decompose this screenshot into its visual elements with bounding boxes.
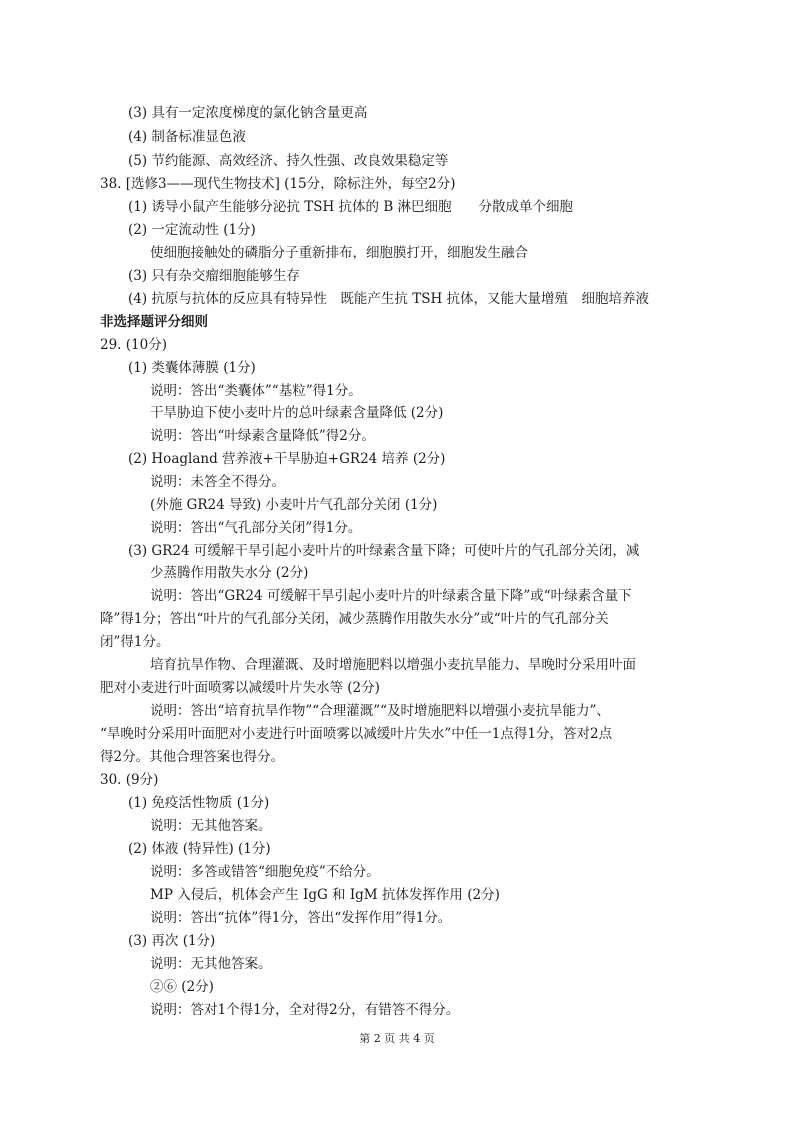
text-line: 说明：答对1个得1分，全对得2分，有错答不得分。 <box>150 1002 460 1018</box>
text-line: 肥对小麦进行叶面喷雾以减缓叶片失水等 (2分) <box>100 680 380 696</box>
text-line: 少蒸腾作用散失水分 (2分) <box>150 565 309 581</box>
text-line: 干旱胁迫下使小麦叶片的总叶绿素含量降低 (2分) <box>150 405 444 421</box>
text-line: 培育抗旱作物、合理灌溉、及时增施肥料以增强小麦抗旱能力、旱晚时分采用叶面 <box>150 657 636 673</box>
section-heading: 非选择题评分细则 <box>100 314 208 330</box>
text-line: 得2分。其他合理答案也得分。 <box>100 749 285 765</box>
text-line: 使细胞接触处的磷脂分子重新排布，细胞膜打开，细胞发生融合 <box>150 245 528 261</box>
text-line: 说明：多答或错答“细胞免疫”不给分。 <box>150 864 380 880</box>
page-footer: 第 2 页 共 4 页 <box>359 1032 435 1045</box>
text-line: MP 入侵后，机体会产生 IgG 和 IgM 抗体发挥作用 (2分) <box>150 887 500 903</box>
text-line: 降”得1分；答出“叶片的气孔部分关闭，减少蒸腾作用散失水分”或“叶片的气孔部分关 <box>100 611 609 627</box>
text-line: 说明：答出“GR24 可缓解干旱引起小麦叶片的叶绿素含量下降”或“叶绿素含量下 <box>150 588 632 604</box>
text-line: (1) 免疫活性物质 (1分) <box>128 795 270 811</box>
text-line: (3) 只有杂交瘤细胞能够生存 <box>128 268 300 284</box>
text-line: 说明：答出“类囊体”“基粒”得1分。 <box>150 383 362 399</box>
text-line: 说明：无其他答案。 <box>150 818 272 834</box>
text-line: (3) 具有一定浓度梯度的氯化钠含量更高 <box>128 105 368 121</box>
text-line: (2) 体液 (特异性) (1分) <box>128 841 271 857</box>
text-line: 29. (10分) <box>100 337 167 353</box>
text-line: (4) 抗原与抗体的反应具有特异性 既能产生抗 TSH 抗体，又能大量增殖 细胞培养液 <box>128 291 650 307</box>
text-line: (3) 再次 (1分) <box>128 933 216 949</box>
text-line: (4) 制备标准显色液 <box>128 129 246 145</box>
text-line: (外施 GR24 导致) 小麦叶片气孔部分关闭 (1分) <box>150 497 438 513</box>
text-line: (2) 一定流动性 (1分) <box>128 222 256 238</box>
text-line: (5) 节约能源、高效经济、持久性强、改良效果稳定等 <box>128 153 449 169</box>
text-line: 闭”得1分。 <box>100 634 170 650</box>
text-line: ②⑥ (2分) <box>150 979 214 995</box>
text-line: “旱晚时分采用叶面肥对小麦进行叶面喷雾以减缓叶片失水”中任一1点得1分，答对2点 <box>100 726 613 742</box>
text-line: (3) GR24 可缓解干旱引起小麦叶片的叶绿素含量下降；可使叶片的气孔部分关闭，减 <box>128 543 640 559</box>
text-line: (1) 类囊体薄膜 (1分) <box>128 360 256 376</box>
text-line: 38. [选修3——现代生物技术] (15分，除标注外，每空2分) <box>100 176 456 192</box>
text-line: (2) Hoagland 营养液+干旱胁迫+GR24 培养 (2分) <box>128 451 446 467</box>
text-line: 说明：无其他答案。 <box>150 956 272 972</box>
text-line: 30. (9分) <box>100 772 159 788</box>
text-line: 说明：答出“叶绿素含量降低”得2分。 <box>150 428 375 444</box>
text-line: 说明：未答全不得分。 <box>150 474 285 490</box>
text-line: 说明：答出“气孔部分关闭”得1分。 <box>150 520 362 536</box>
text-line: (1) 诱导小鼠产生能够分泌抗 TSH 抗体的 B 淋巴细胞 分散成单个细胞 <box>128 199 574 215</box>
text-line: 说明：答出“培育抗旱作物”“合理灌溉”“及时增施肥料以增强小麦抗旱能力”、 <box>150 703 610 719</box>
text-line: 说明：答出“抗体”得1分，答出“发挥作用”得1分。 <box>150 910 452 926</box>
